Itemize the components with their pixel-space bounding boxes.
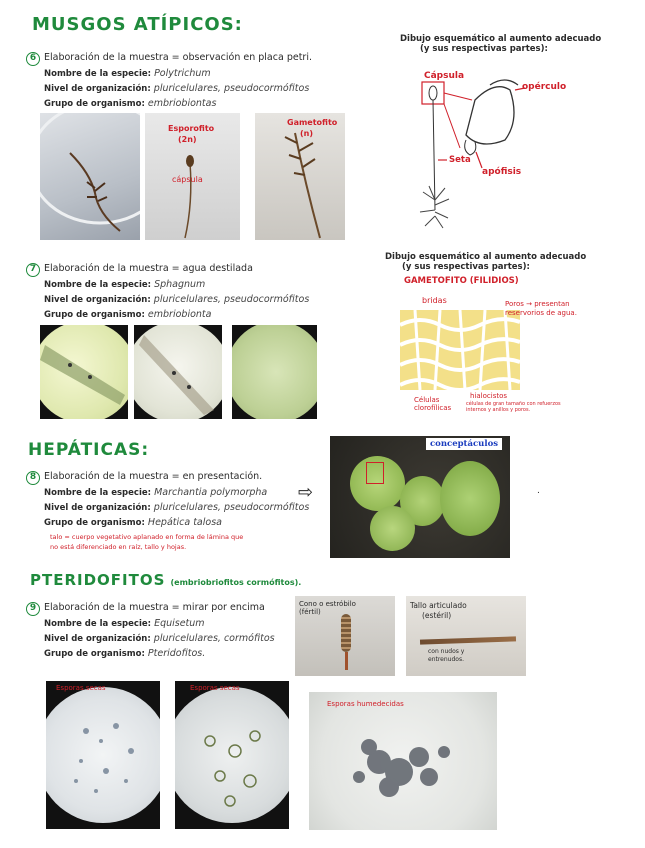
item-8-group xyxy=(44,517,222,528)
highlight-box xyxy=(366,462,384,484)
label: Grupo de organismo: xyxy=(44,99,145,109)
diagram-1-subtitle: (y sus respectivas partes): xyxy=(420,44,548,54)
item-6-species xyxy=(44,68,211,79)
item-9-elaboration xyxy=(26,602,265,616)
diagram-2-gametofito: GAMETOFITO (FILIDIOS) xyxy=(404,276,519,286)
label-poros: Poros → presentan reservorios de agua. xyxy=(505,300,577,317)
photo-polytrichum-petri xyxy=(40,113,140,240)
thallus xyxy=(370,506,415,551)
label-capsula: cápsula xyxy=(172,175,203,184)
micrograph-sphagnum-3 xyxy=(232,325,317,419)
value: mirar por encima xyxy=(182,602,265,613)
label-celulas-clorofilicas: Células clorofílicas xyxy=(414,396,452,412)
item-9-species xyxy=(44,618,205,629)
label-gametofito: Gametofito xyxy=(287,118,338,127)
item-7-level xyxy=(44,294,309,305)
label-estrobilo: Cono o estróbilo (fértil) xyxy=(299,600,356,616)
label: Nombre de la especie: xyxy=(44,280,152,290)
moss-illustration xyxy=(40,113,140,240)
label: Nivel de organización: xyxy=(44,503,151,513)
label-nudos: con nudos y entrenudos. xyxy=(428,648,465,663)
label-capsula-diagram: Cápsula xyxy=(424,71,465,81)
diagram-1-title: Dibujo esquemático al aumento adecuado xyxy=(400,34,602,44)
value: pluricelulares, pseudocormófitos xyxy=(153,502,310,513)
value: observación en placa petri. xyxy=(182,52,312,63)
item-6-level xyxy=(44,83,309,94)
stem xyxy=(345,652,348,670)
item-number: 8 xyxy=(26,471,40,485)
section-title-musgos: MUSGOS ATÍPICOS: xyxy=(32,14,243,35)
diagram-filidios-illustration xyxy=(400,300,520,400)
title-subtext: (embriobriofitos cormófitos). xyxy=(170,578,302,587)
micrograph-sphagnum-1 xyxy=(40,325,128,419)
value: en presentación. xyxy=(182,471,263,482)
label-apofisis: apófisis xyxy=(482,167,522,177)
value: agua destilada xyxy=(182,263,253,274)
value: Equisetum xyxy=(154,618,205,629)
label: Nivel de organización: xyxy=(44,84,151,94)
leaf-illustration xyxy=(40,325,128,419)
item-number: 7 xyxy=(26,263,40,277)
micrograph-esporas-humedecidas xyxy=(309,692,497,830)
label-seta: Seta xyxy=(449,155,471,165)
item-9-level xyxy=(44,633,275,644)
value: pluricelulares, cormófitos xyxy=(153,633,275,644)
item-8-note-line2: no está diferenciado en raíz, tallo y hojas. xyxy=(50,543,187,551)
value: pluricelulares, pseudocormófitos xyxy=(153,83,310,94)
label: Elaboración de la muestra = xyxy=(44,263,180,274)
item-7-elaboration xyxy=(26,263,253,277)
micrograph-esporas-secas-2 xyxy=(175,681,289,829)
label: Elaboración de la muestra = xyxy=(44,471,180,482)
label: Elaboración de la muestra = xyxy=(44,602,180,613)
item-8-species xyxy=(44,487,267,498)
thallus xyxy=(440,461,500,536)
label-bridas: bridas xyxy=(422,296,447,305)
item-8-elaboration xyxy=(26,471,262,485)
value: pluricelulares, pseudocormófitos xyxy=(153,294,310,305)
item-9-group xyxy=(44,648,205,659)
diagram-2-title: Dibujo esquemático al aumento adecuado xyxy=(385,252,587,262)
label-operculo: opérculo xyxy=(522,82,567,92)
section-title-pteridofitos xyxy=(30,570,301,589)
arrow-right-icon: ⇨ xyxy=(298,482,314,503)
label: Elaboración de la muestra = xyxy=(44,52,180,63)
value: Sphagnum xyxy=(154,279,206,290)
label-n: (n) xyxy=(300,129,314,138)
label-esporofito: Esporofito xyxy=(168,124,215,133)
stem xyxy=(420,636,516,644)
item-6-group xyxy=(44,98,216,109)
spores-illustration xyxy=(309,692,497,830)
item-8-note-line1: talo = cuerpo vegetativo aplanado en forma de lámina que xyxy=(50,533,244,541)
label-conceptaculos: conceptáculos xyxy=(426,438,502,450)
spores-illustration xyxy=(175,681,289,829)
photo-marchantia xyxy=(330,436,510,558)
item-7-group xyxy=(44,309,211,320)
label: Nombre de la especie: xyxy=(44,488,152,498)
value: Pteridofitos. xyxy=(147,648,206,659)
label-hialocistos-desc: células de gran tamaño con refuerzos internos y anillos y poros. xyxy=(466,401,561,413)
value: Marchantia polymorpha xyxy=(154,487,268,498)
title-text: PTERIDOFITOS xyxy=(30,571,166,589)
leaf-illustration xyxy=(134,325,222,419)
micrograph-field xyxy=(232,325,317,419)
diagram-2-subtitle: (y sus respectivas partes): xyxy=(402,262,530,272)
label: Grupo de organismo: xyxy=(44,310,145,320)
value: Polytrichum xyxy=(154,68,211,79)
micrograph-sphagnum-2 xyxy=(134,325,222,419)
item-8-level xyxy=(44,502,309,513)
label-hialocistos: hialocistos xyxy=(470,392,508,400)
label: Nombre de la especie: xyxy=(44,619,152,629)
value: Hepática talosa xyxy=(147,517,222,528)
item-7-species xyxy=(44,279,205,290)
label: Nivel de organización: xyxy=(44,634,151,644)
section-title-hepaticas: HEPÁTICAS: xyxy=(28,440,150,460)
label-tallo: Tallo articulado xyxy=(410,601,467,610)
micrograph-esporas-secas-1 xyxy=(46,681,160,829)
label-esteril: (estéril) xyxy=(422,611,452,620)
item-number: 9 xyxy=(26,602,40,616)
item-number: 6 xyxy=(26,52,40,66)
label-esporas-secas-1: Esporas secas xyxy=(56,684,106,692)
spores-illustration xyxy=(46,681,160,829)
strobilus xyxy=(341,614,351,652)
label-2n: (2n) xyxy=(178,135,197,144)
label: Grupo de organismo: xyxy=(44,518,145,528)
label: Nivel de organización: xyxy=(44,295,151,305)
stray-dot: . xyxy=(537,486,540,496)
value: embriobiontas xyxy=(147,98,217,109)
label: Nombre de la especie: xyxy=(44,69,152,79)
label-esporas-secas-2: Esporas secas xyxy=(190,684,240,692)
item-6-elaboration xyxy=(26,52,312,66)
label: Grupo de organismo: xyxy=(44,649,145,659)
value: embriobionta xyxy=(147,309,212,320)
label-esporas-humedecidas: Esporas humedecidas xyxy=(327,700,404,708)
